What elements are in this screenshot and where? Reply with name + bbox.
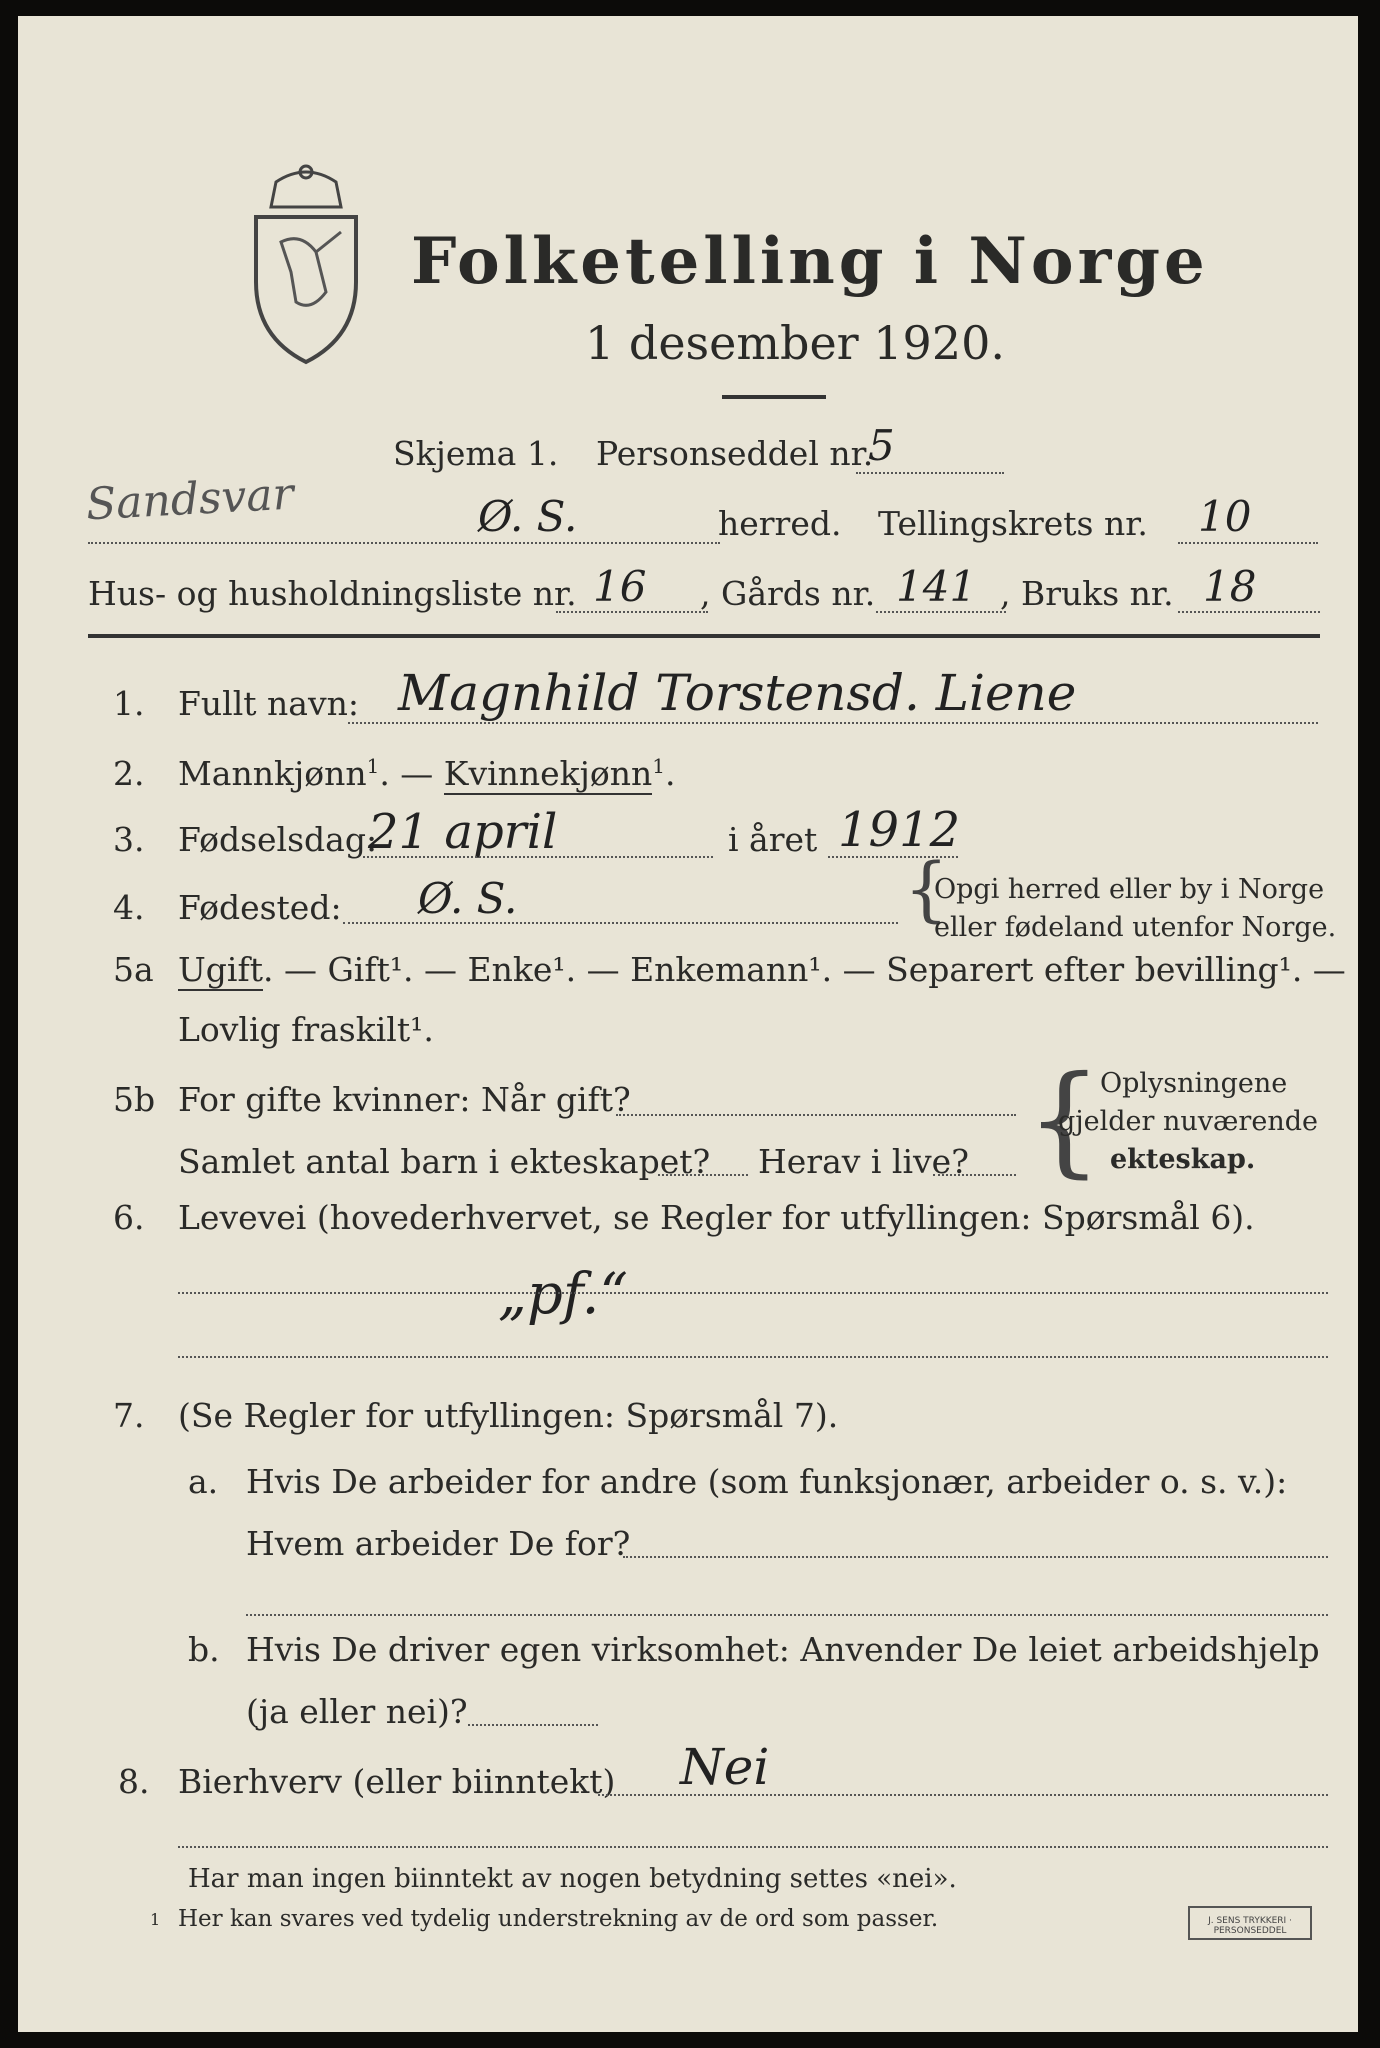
q7a-line-1: Hvis De arbeider for andre (som funksjonær, arbeider o. s. v.): [246, 1462, 1288, 1501]
tellingskrets-value[interactable]: 10 [1198, 492, 1252, 541]
q7b-letter: b. [188, 1630, 220, 1669]
bruks-value[interactable]: 18 [1203, 562, 1257, 611]
option-ugift[interactable]: Ugift [178, 950, 263, 989]
herred-value[interactable]: Ø. S. [478, 492, 578, 541]
q7a-line-2: Hvem arbeider De for? [246, 1524, 631, 1563]
skjema-label: Skjema 1. [393, 434, 559, 473]
married-date-field[interactable] [616, 1114, 1016, 1116]
herred-label: herred. [718, 504, 842, 543]
hus-value[interactable]: 16 [593, 562, 647, 611]
q5b-alive-label: Herav i live? [758, 1142, 969, 1181]
q3-label: Fødselsdag: [178, 820, 378, 859]
birthplace-value[interactable]: Ø. S. [418, 874, 518, 923]
q7a-letter: a. [188, 1462, 219, 1501]
children-alive-field[interactable] [933, 1174, 1016, 1176]
q1-label: Fullt navn: [178, 684, 359, 723]
q1-number: 1. [113, 684, 145, 723]
q5b-number: 5b [113, 1080, 156, 1119]
q5b-line-1: For gifte kvinner: Når gift? [178, 1080, 631, 1119]
footnote-mark: 1 [150, 1910, 161, 1929]
birth-year-value[interactable]: 1912 [838, 802, 961, 858]
header-divider [88, 634, 1320, 638]
q8-number: 8. [118, 1762, 150, 1801]
bottom-note: Har man ingen biinntekt av nogen betydning settes «nei». [188, 1864, 957, 1894]
q6-label: Levevei (hovederhvervet, se Regler for utfyllingen: Spørsmål 6). [178, 1198, 1255, 1237]
option-kvinnekjonn[interactable]: Kvinnekjønn [443, 754, 653, 793]
q7-label: (Se Regler for utfyllingen: Spørsmål 7). [178, 1396, 839, 1435]
q4-label: Fødested: [178, 888, 342, 927]
option-lovlig-fraskilt[interactable]: Lovlig fraskilt¹. [178, 1010, 434, 1049]
q3-number: 3. [113, 820, 145, 859]
q5b-note-1: Oplysningene [1100, 1068, 1288, 1099]
employer-field[interactable] [623, 1556, 1328, 1558]
census-date: 1 desember 1920. [585, 316, 1005, 370]
q5b-brace: { [1026, 1051, 1103, 1190]
q2-number: 2. [113, 754, 145, 793]
option-mannkjonn[interactable]: Mannkjønn [178, 754, 367, 793]
aret-label: i året [728, 820, 818, 859]
birthday-value[interactable]: 21 april [368, 804, 558, 860]
q2-options: Mannkjønn$^1$. — Kvinnekjønn$^1$. [178, 754, 676, 793]
children-count-field[interactable] [658, 1174, 748, 1176]
q8-label: Bierhverv (eller biinntekt) [178, 1762, 616, 1801]
q4-note-1: Opgi herred eller by i Norge [934, 874, 1325, 905]
side-income-value[interactable]: Nei [680, 1738, 770, 1796]
tellingskrets-label: Tellingskrets nr. [878, 504, 1148, 543]
personseddel-label: Personseddel nr. [596, 434, 874, 473]
q5b-note-2: gjelder nuværende [1058, 1106, 1318, 1137]
gards-label: , Gårds nr. [700, 574, 876, 613]
hired-help-field[interactable] [468, 1724, 598, 1726]
personseddel-value[interactable]: 5 [868, 421, 895, 470]
herred-handwritten[interactable]: Sandsvar [84, 468, 295, 531]
census-form [18, 16, 1358, 2032]
footnote: Her kan svares ved tydelig understrekning av de ord som passer. [178, 1906, 939, 1932]
occupation-value[interactable]: „pf.“ [498, 1262, 629, 1327]
form-title: Folketelling i Norge [411, 224, 1209, 299]
q4-note-2: eller fødeland utenfor Norge. [934, 912, 1337, 943]
q7-number: 7. [113, 1396, 145, 1435]
printer-stamp: J. SENS TRYKKERI · PERSONSEDDEL [1188, 1906, 1312, 1940]
bruks-label: , Bruks nr. [1000, 574, 1174, 613]
q4-brace: { [904, 848, 949, 930]
q7b-line-2: (ja eller nei)? [246, 1692, 468, 1731]
q6-number: 6. [113, 1198, 145, 1237]
gards-value[interactable]: 141 [896, 562, 977, 611]
q5b-children-label: Samlet antal barn i ekteskapet? [178, 1142, 711, 1181]
q4-number: 4. [113, 888, 145, 927]
q5a-number: 5a [113, 950, 154, 989]
q5b-note-3: ekteskap. [1110, 1144, 1256, 1175]
full-name-value[interactable]: Magnhild Torstensd. Liene [398, 664, 1077, 722]
hus-label: Hus- og husholdningsliste nr. [88, 574, 577, 613]
title-divider [722, 395, 826, 399]
coat-of-arms-icon [246, 162, 366, 372]
q7b-line-1: Hvis De driver egen virksomhet: Anvender De leiet arbeidshjelp [246, 1630, 1320, 1669]
q5a-options: Ugift. — Gift¹. — Enke¹. — Enkemann¹. — Separert efter bevilling¹. — [178, 950, 1346, 989]
